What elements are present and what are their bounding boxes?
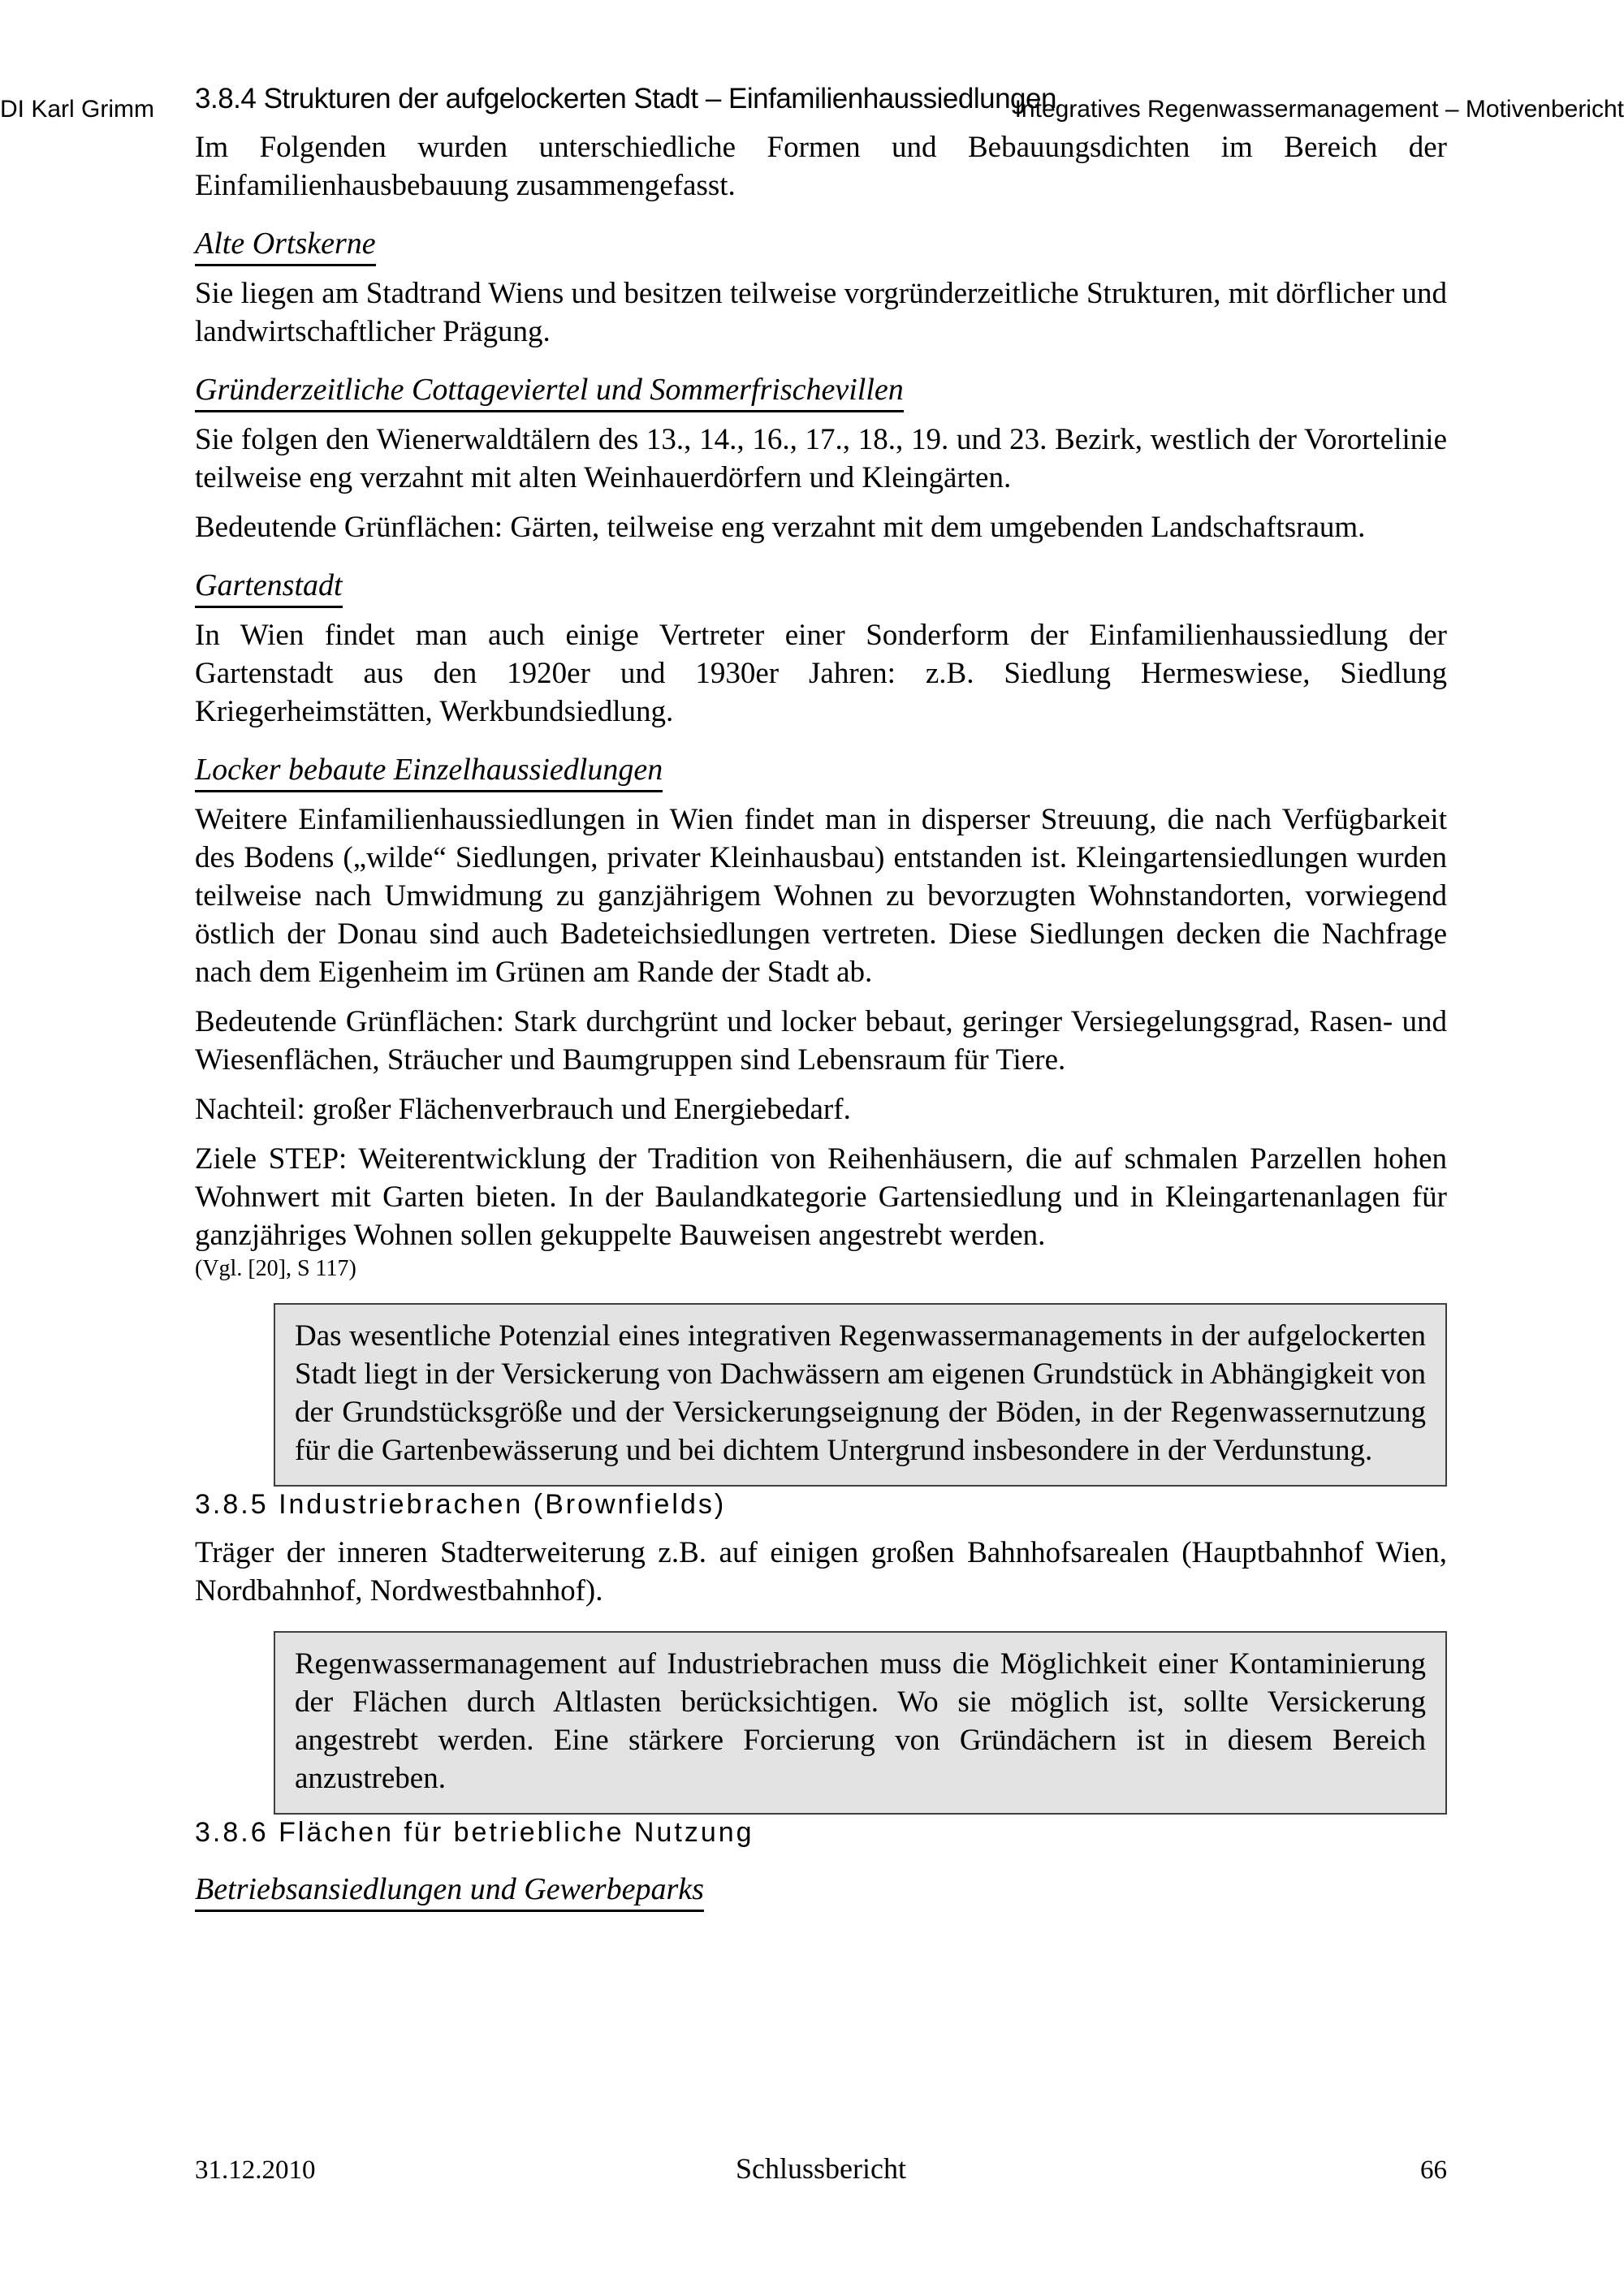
highlight-note-box xyxy=(274,1631,1447,1815)
header-author: DI Karl Grimm xyxy=(0,96,154,123)
subsection-heading-einzelhaussiedlungen xyxy=(195,752,1447,792)
paragraph: Träger der inneren Stadterweiterung z.B. auf einigen großen Bahnhofsarealen (Hauptbahnhof Wien, Nordbahnhof, Nordwestbahnhof). xyxy=(195,1536,1447,1608)
paragraph: Ziele STEP: Weiterentwicklung der Tradition von Reihenhäusern, die auf schmalen Parzellen hohen Wohnwert mit Garten bieten. In der Baulandkategorie Gartensiedlung und in Kleingartenanlagen für ganzjähriges Wohnen sollen gekuppelte Bauweisen angestrebt werden. xyxy=(195,1142,1447,1252)
paragraph: Sie folgen den Wienerwaldtälern des 13., 14., 16., 17., 18., 19. und 23. Bezirk, westlich der Vorortelinie teilweise eng verzahnt mit alten Weinhauerdörfern und Kleingärten. xyxy=(195,423,1447,494)
subsection-heading-alte-ortskerne xyxy=(195,226,1447,266)
page-content xyxy=(195,0,1447,1912)
subsection-title-text: Alte Ortskerne xyxy=(195,226,376,266)
note-text: Das wesentliche Potenzial eines integrativen Regenwassermanagements in der aufgelockerten Stadt liegt in der Versickerung von Dachwässern am eigenen Grundstück in Abhängigkeit von der Grundstücksgröße und der Versickerungseignung der Böden, in der Regenwassernutzung für die Gartenbewässerung und bei dichtem Untergrund insbesondere in der Verdunstung. xyxy=(295,1319,1426,1467)
note-text: Regenwassermanagement auf Industriebrachen muss die Möglichkeit einer Kontaminierung der Flächen durch Altlasten berücksichtigen. Wo sie möglich ist, sollte Versickerung angestrebt werden. Eine stärkere Forcierung von Gründächern ist in diesem Bereich anzustreben. xyxy=(295,1647,1426,1795)
subsection-title-text: Locker bebaute Einzelhaussiedlungen xyxy=(195,752,663,792)
subsection-heading-betriebsansiedlungen xyxy=(195,1871,1447,1912)
highlight-note-box xyxy=(274,1303,1447,1487)
paragraph: Bedeutende Grünflächen: Gärten, teilweise eng verzahnt mit dem umgebenden Landschaftsraum. xyxy=(195,511,1366,544)
citation-reference: (Vgl. [20], S 117) xyxy=(195,1256,356,1281)
section-heading-3-8-4: 3.8.4 Strukturen der aufgelockerten Stadt – Einfamilienhaussiedlungen xyxy=(195,83,1056,114)
header-document-title: Integratives Regenwassermanagement – Motivenbericht xyxy=(1014,96,1624,123)
paragraph: Bedeutende Grünflächen: Stark durchgrünt und locker bebaut, geringer Versiegelungsgrad, Rasen- und Wiesenflächen, Sträucher und Baumgruppen sind Lebensraum für Tiere. xyxy=(195,1005,1447,1077)
subsection-heading-cottageviertel xyxy=(195,372,1447,412)
subsection-title-text: Gartenstadt xyxy=(195,568,343,608)
section-heading-3-8-6: 3.8.6 Flächen für betriebliche Nutzung xyxy=(195,1817,754,1848)
paragraph: In Wien findet man auch einige Vertreter einer Sonderform der Einfamilienhaussiedlung der Gartenstadt aus den 1920er und 1930er Jahren: z.B. Siedlung Hermeswiese, Siedlung Kriegerheimstätten, Werkbundsiedlung. xyxy=(195,619,1447,728)
page-footer xyxy=(195,2153,1447,2186)
footer-date: 31.12.2010 xyxy=(195,2156,316,2185)
subsection-title-text: Gründerzeitliche Cottageviertel und Sommerfrischevillen xyxy=(195,372,904,412)
paragraph: Sie liegen am Stadtrand Wiens und besitzen teilweise vorgründerzeitliche Strukturen, mit dörflicher und landwirtschaftlicher Prägung. xyxy=(195,277,1447,348)
paragraph-intro: Im Folgenden wurden unterschiedliche Formen und Bebauungsdichten im Bereich der Einfamilienhausbebauung zusammengefasst. xyxy=(195,131,1447,202)
paragraph: Nachteil: großer Flächenverbrauch und Energiebedarf. xyxy=(195,1093,851,1126)
footer-report-title: Schlussbericht xyxy=(736,2152,906,2185)
subsection-heading-gartenstadt xyxy=(195,568,1447,608)
footer-page-number: 66 xyxy=(1420,2156,1448,2185)
paragraph: Weitere Einfamilienhaussiedlungen in Wien findet man in disperser Streuung, die nach Verfügbarkeit des Bodens („wilde“ Siedlungen, privater Kleinhausbau) entstanden ist. Kleingartensiedlungen wurden teilweise nach Umwidmung zu ganzjährigem Wohnen zu bevorzugten Wohnstandorten, vorwiegend östlich der Donau sind auch Badeteichsiedlungen vertreten. Diese Siedlungen decken die Nachfrage nach dem Eigenheim im Grünen am Rande der Stadt ab. xyxy=(195,803,1447,989)
subsection-title-text: Betriebsansiedlungen und Gewerbeparks xyxy=(195,1871,704,1912)
section-heading-3-8-5: 3.8.5 Industriebrachen (Brownfields) xyxy=(195,1489,727,1520)
